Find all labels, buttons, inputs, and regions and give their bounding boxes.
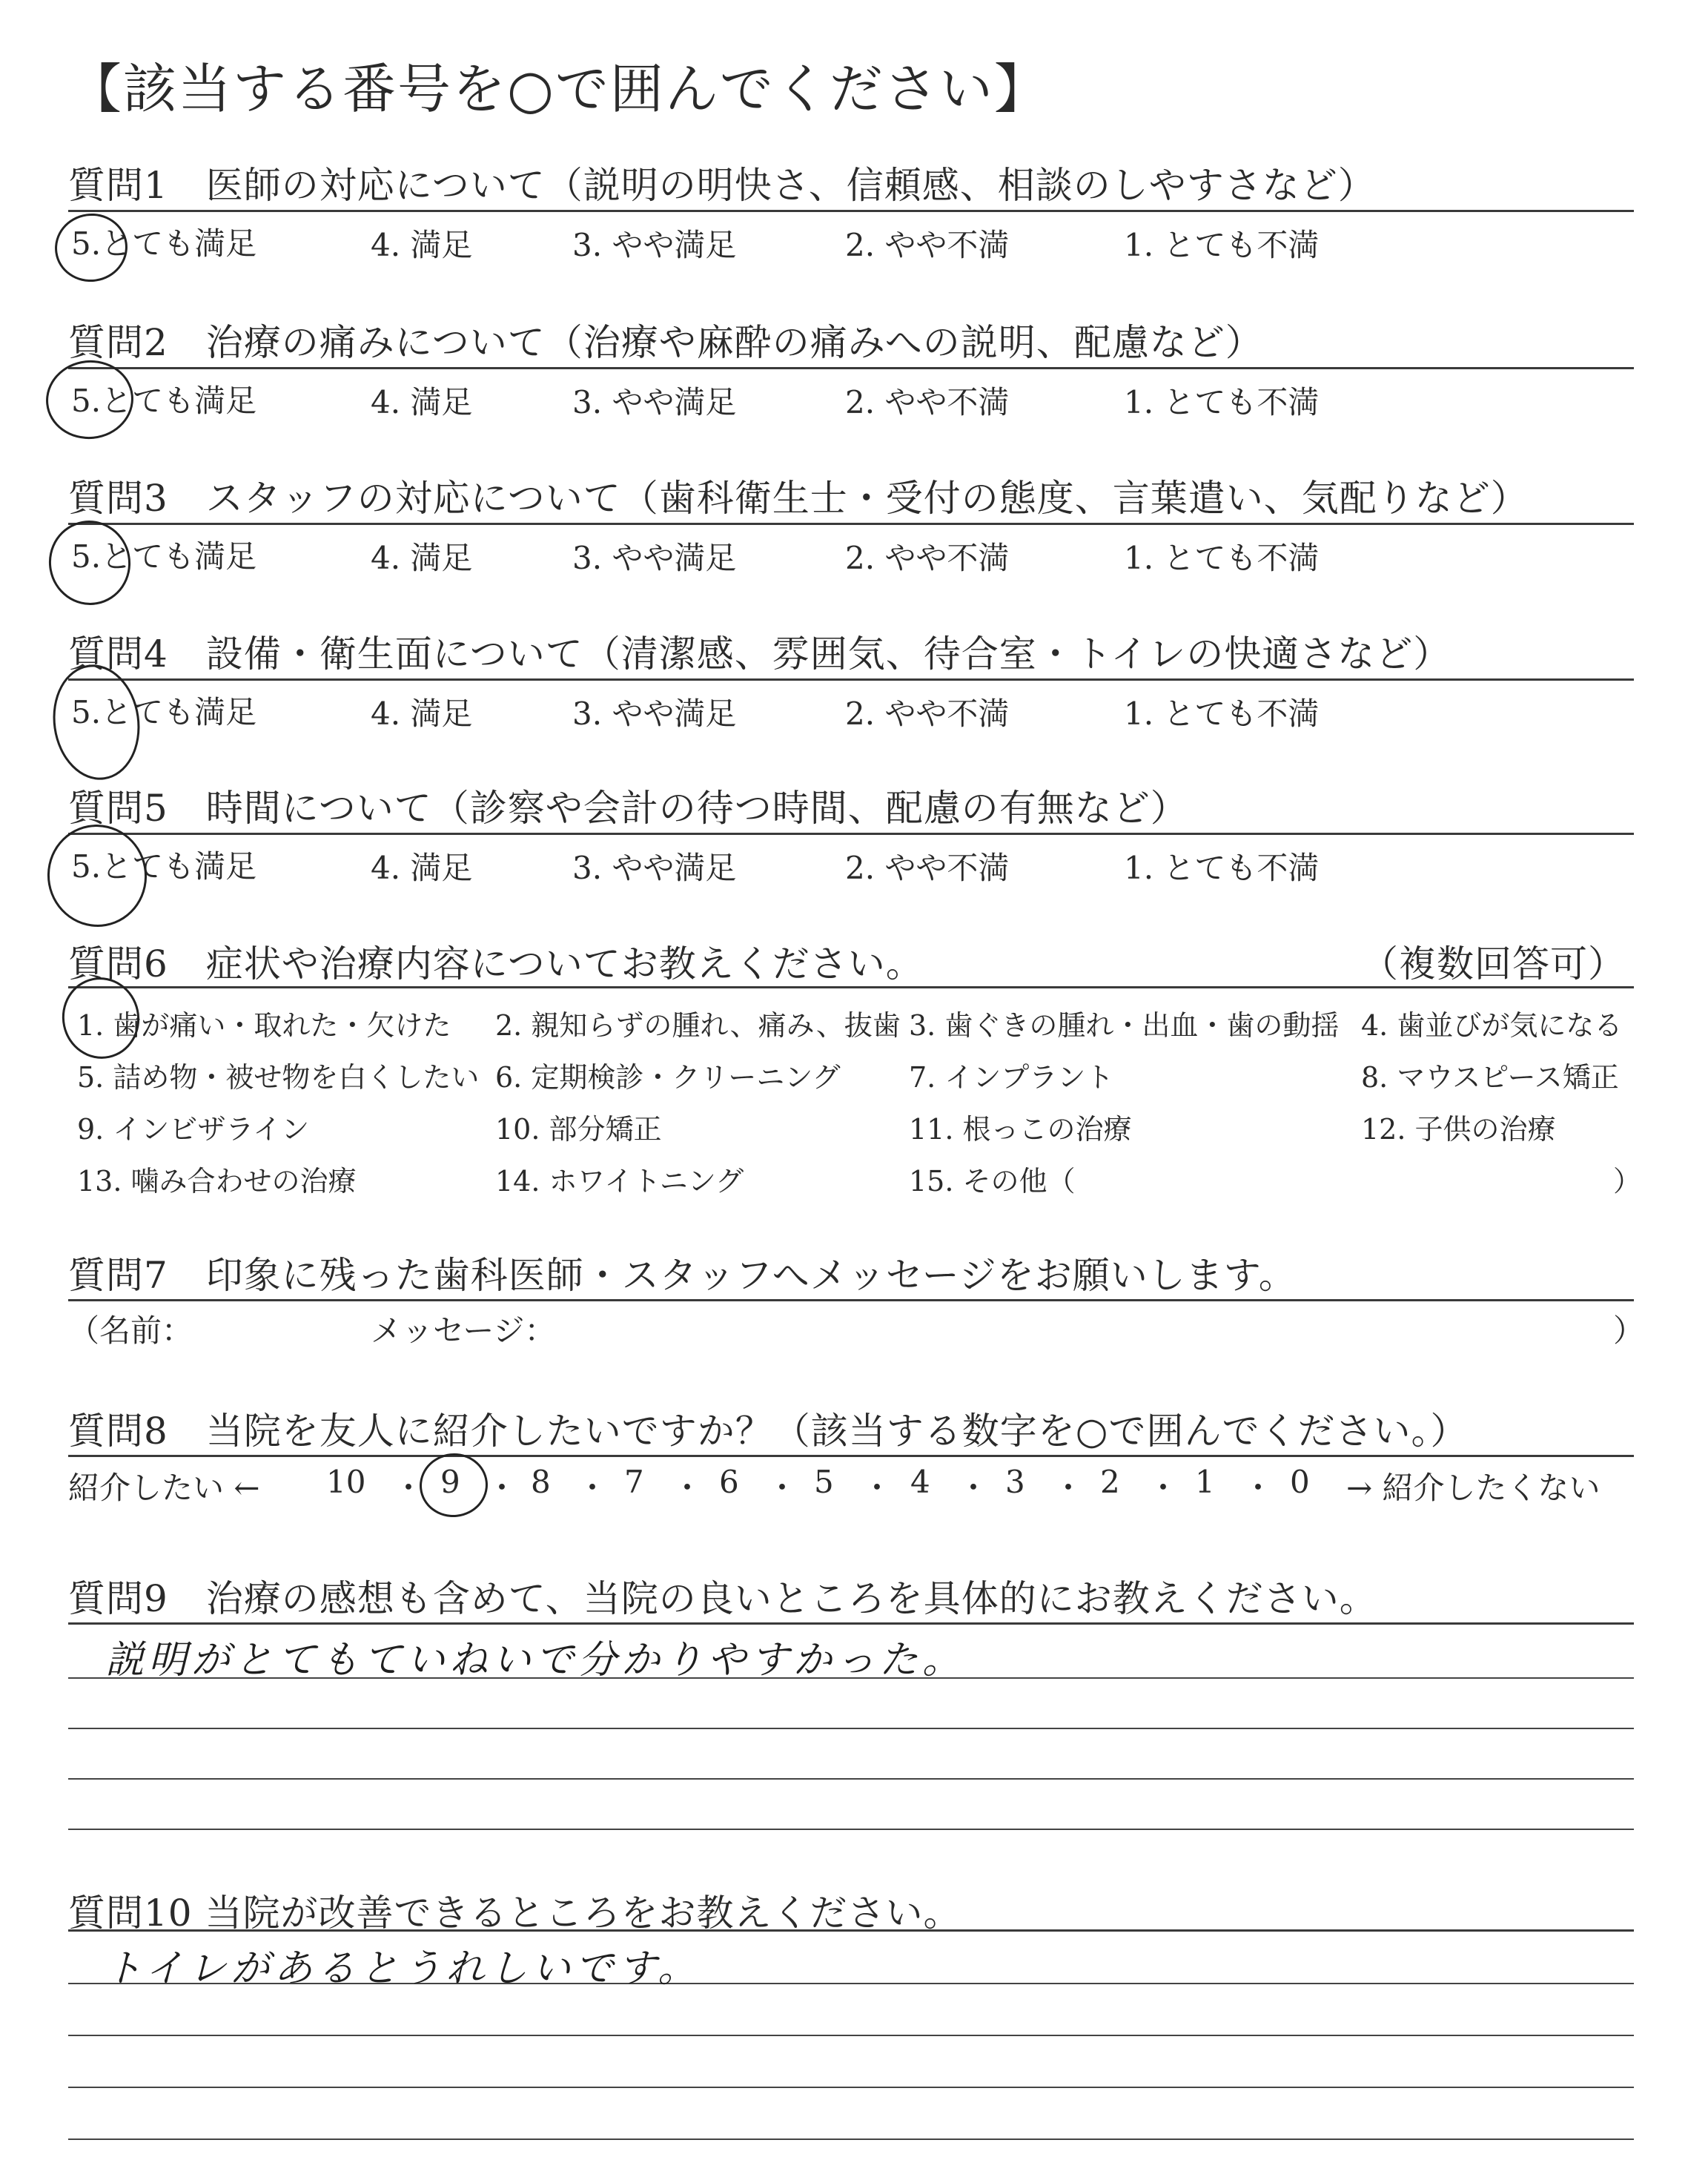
- answer-line: [68, 1728, 1634, 1729]
- symptom-option-15[interactable]: 15. その他（: [909, 1165, 1076, 1198]
- selection-circle: [42, 514, 137, 611]
- selection-circle: [417, 1450, 491, 1520]
- scale-right-label: → 紹介したくない: [1346, 1470, 1601, 1506]
- scale-option-6[interactable]: 6: [719, 1464, 739, 1500]
- answer-line: [68, 1778, 1634, 1780]
- question-1-title: 質問1 医師の対応について（説明の明快さ、信頼感、相談のしやすさなど）: [68, 164, 1376, 207]
- rating-option-3[interactable]: 3. やや満足: [572, 227, 737, 263]
- scale-option-1[interactable]: 1: [1195, 1464, 1215, 1500]
- rating-option-2[interactable]: 2. やや不満: [845, 227, 1010, 263]
- scale-separator: ・: [672, 1470, 704, 1506]
- symptom-option-12[interactable]: 12. 子供の治療: [1361, 1113, 1556, 1146]
- rating-option-4[interactable]: 4. 満足: [371, 850, 473, 886]
- symptom-option-4[interactable]: 4. 歯並びが気になる: [1361, 1009, 1623, 1042]
- answer-line: [68, 1829, 1634, 1830]
- scale-separator: ・: [577, 1470, 609, 1506]
- rating-option-1[interactable]: 1. とても不満: [1124, 227, 1320, 263]
- rating-option-5[interactable]: 5.とても満足: [71, 538, 257, 575]
- question-4-title: 質問4 設備・衛生面について（清潔感、雰囲気、待合室・トイレの快適さなど）: [68, 633, 1452, 676]
- scale-option-2[interactable]: 2: [1100, 1464, 1120, 1500]
- message-field-close: ）: [1613, 1312, 1645, 1349]
- symptom-option-8[interactable]: 8. マウスピース矯正: [1361, 1061, 1619, 1094]
- symptom-option-2[interactable]: 2. 親知らずの腫れ、痛み、抜歯: [495, 1009, 901, 1042]
- rating-option-3[interactable]: 3. やや満足: [572, 696, 737, 732]
- scale-left-label: 紹介したい ←: [68, 1470, 260, 1506]
- question-3-title: 質問3 スタッフの対応について（歯科衛生士・受付の態度、言葉遣い、気配りなど）: [68, 477, 1529, 520]
- question-5-rule: [68, 833, 1634, 835]
- rating-option-4[interactable]: 4. 満足: [371, 227, 473, 263]
- answer-line: [68, 2087, 1634, 2088]
- rating-option-3[interactable]: 3. やや満足: [572, 850, 737, 886]
- question-6-rule: [68, 986, 1634, 988]
- scale-separator: ・: [486, 1470, 518, 1506]
- scale-option-3[interactable]: 3: [1005, 1464, 1025, 1500]
- symptom-option-3[interactable]: 3. 歯ぐきの腫れ・出血・歯の動揺: [909, 1009, 1340, 1042]
- rating-option-1[interactable]: 1. とても不満: [1124, 696, 1320, 732]
- question-8-title: 質問8 当院を友人に紹介したいですか？（該当する数字を○で囲んでください。）: [68, 1410, 1469, 1453]
- symptom-option-14[interactable]: 14. ホワイトニング: [495, 1165, 744, 1198]
- question-1-rule: [68, 210, 1634, 212]
- rating-option-1[interactable]: 1. とても不満: [1124, 850, 1320, 886]
- answer-line: [68, 1929, 1634, 1932]
- question-2-title: 質問2 治療の痛みについて（治療や麻酔の痛みへの説明、配慮など）: [68, 321, 1263, 364]
- symptom-option-1[interactable]: 1. 歯が痛い・取れた・欠けた: [77, 1009, 451, 1042]
- scale-option-0[interactable]: 0: [1290, 1464, 1310, 1500]
- rating-option-2[interactable]: 2. やや不満: [845, 696, 1010, 732]
- rating-option-4[interactable]: 4. 満足: [371, 696, 473, 732]
- question-8-rule: [68, 1455, 1634, 1457]
- symptom-option-7[interactable]: 7. インプラント: [909, 1061, 1114, 1094]
- question-2-rule: [68, 367, 1634, 369]
- scale-option-10[interactable]: 10: [326, 1464, 366, 1500]
- symptom-option-15-close: ）: [1613, 1165, 1642, 1198]
- symptom-option-11[interactable]: 11. 根っこの治療: [909, 1113, 1132, 1146]
- rating-option-2[interactable]: 2. やや不満: [845, 850, 1010, 886]
- name-field-label[interactable]: （名前：: [68, 1312, 193, 1349]
- message-field-label[interactable]: メッセージ：: [371, 1312, 556, 1349]
- rating-option-5[interactable]: 5.とても満足: [71, 848, 257, 885]
- rating-option-5[interactable]: 5.とても満足: [71, 694, 257, 730]
- rating-option-5[interactable]: 5.とても満足: [71, 225, 257, 262]
- question-5-title: 質問5 時間について（診察や会計の待つ時間、配慮の有無など）: [68, 787, 1188, 830]
- answer-line: [68, 2035, 1634, 2036]
- scale-separator: ・: [1053, 1470, 1085, 1506]
- rating-option-1[interactable]: 1. とても不満: [1124, 540, 1320, 576]
- scale-option-5[interactable]: 5: [814, 1464, 834, 1500]
- question-6-title: 質問6 症状や治療内容についてお教えください。: [68, 942, 924, 985]
- rating-option-2[interactable]: 2. やや不満: [845, 540, 1010, 576]
- symptom-option-10[interactable]: 10. 部分矯正: [495, 1113, 662, 1146]
- question-3-rule: [68, 523, 1634, 525]
- rating-option-3[interactable]: 3. やや満足: [572, 540, 737, 576]
- question-4-rule: [68, 678, 1634, 681]
- question-7-rule: [68, 1299, 1634, 1301]
- scale-separator: ・: [767, 1470, 798, 1506]
- scale-separator: ・: [393, 1470, 425, 1506]
- scale-separator: ・: [1242, 1470, 1274, 1506]
- symptom-option-13[interactable]: 13. 噛み合わせの治療: [77, 1165, 357, 1198]
- question-10-title: 質問10 当院が改善できるところをお教えください。: [68, 1892, 961, 1935]
- rating-option-4[interactable]: 4. 満足: [371, 384, 473, 420]
- question-7-title: 質問7 印象に残った歯科医師・スタッフへメッセージをお願いします。: [68, 1254, 1297, 1297]
- symptom-option-6[interactable]: 6. 定期検診・クリーニング: [495, 1061, 841, 1094]
- symptom-option-9[interactable]: 9. インビザライン: [77, 1113, 310, 1146]
- answer-line: [68, 2138, 1634, 2140]
- scale-option-4[interactable]: 4: [910, 1464, 930, 1500]
- symptom-option-5[interactable]: 5. 詰め物・被せ物を白くしたい: [77, 1061, 480, 1094]
- question-9-answer[interactable]: 説明がとてもていねいで分かりやすかった。: [105, 1638, 966, 1682]
- question-10-answer[interactable]: トイレがあるとうれしいです。: [104, 1946, 701, 1991]
- scale-option-8[interactable]: 8: [531, 1464, 551, 1500]
- rating-option-4[interactable]: 4. 満足: [371, 540, 473, 576]
- form-header: 【該当する番号を○で囲んでください】: [68, 58, 1049, 120]
- question-6-note: （複数回答可）: [1361, 942, 1626, 985]
- scale-separator: ・: [861, 1470, 893, 1506]
- rating-option-5[interactable]: 5.とても満足: [71, 383, 257, 419]
- scale-separator: ・: [958, 1470, 990, 1506]
- question-9-title: 質問9 治療の感想も含めて、当院の良いところを具体的にお教えください。: [68, 1577, 1377, 1620]
- rating-option-2[interactable]: 2. やや不満: [845, 384, 1010, 420]
- rating-option-1[interactable]: 1. とても不満: [1124, 384, 1320, 420]
- answer-line: [68, 1622, 1634, 1625]
- scale-separator: ・: [1148, 1470, 1179, 1506]
- scale-option-7[interactable]: 7: [624, 1464, 644, 1500]
- scale-option-9[interactable]: 9: [440, 1464, 460, 1500]
- rating-option-3[interactable]: 3. やや満足: [572, 384, 737, 420]
